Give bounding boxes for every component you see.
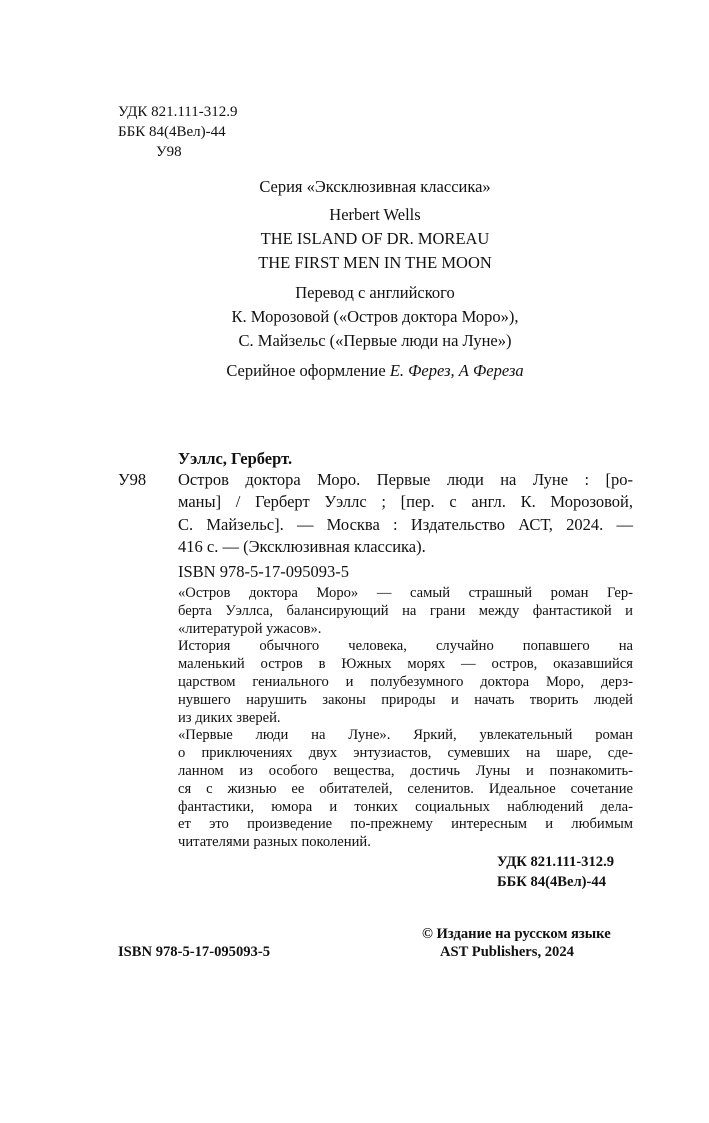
annotation-line: о приключениях двух энтузиастов, сумевших на шаре, сде- — [178, 745, 633, 762]
annotation — [178, 585, 633, 852]
annotation-line: «Первые люди на Луне». Яркий, увлекательный роман — [178, 727, 633, 744]
footer-isbn: ISBN 978-5-17-095093-5 — [118, 944, 271, 960]
annotation-line: История обычного человека, случайно попавшего на — [178, 638, 633, 655]
copyright-line2: AST Publishers, 2024 — [440, 944, 574, 960]
title-block — [130, 176, 620, 382]
design-names: Е. Ферез, А Фереза — [389, 361, 524, 380]
translation-line2: К. Морозовой («Остров доктора Моро»), — [231, 307, 519, 326]
annotation-line: «Остров доктора Моро» — самый страшный роман Гер- — [178, 585, 633, 601]
design-line — [130, 360, 620, 382]
series-line: Серия «Эксклюзивная классика» — [259, 177, 491, 196]
card-codes — [497, 852, 614, 892]
annotation-line: из диких зверей. — [178, 709, 281, 726]
annotation-line: ся с жизнью ее обитателей, селенитов. Идеальное сочетание — [178, 780, 633, 797]
annotation-line: «литературой ужасов». — [178, 620, 322, 637]
design-label: Серийное оформление — [226, 361, 390, 380]
annotation-line: царством гениального и полубезумного доктора Моро, дерз- — [178, 673, 633, 690]
annotation-line: фантастики, юмора и тонких социальных наблюдений дела- — [178, 798, 633, 815]
card-line: Остров доктора Моро. Первые люди на Луне : [ро- — [178, 470, 633, 489]
copyright-line1: © Издание на русском языке — [422, 926, 611, 942]
bbk-code-card: ББК 84(4Вел)-44 — [497, 874, 606, 890]
card-line: маны] / Герберт Уэллс ; [пер. с англ. К. Морозовой, — [178, 492, 633, 512]
udk-code-card: УДК 821.111-312.9 — [497, 854, 615, 870]
annotation-line: ет это произведение по-прежнему интересным и любимым — [178, 816, 633, 833]
annotation-line: читателями разных поколений. — [178, 834, 371, 851]
author-en: Herbert Wells — [329, 205, 421, 224]
annotation-line: нувшего нарушить законы природы и начать творить людей — [178, 691, 633, 708]
annotation-line: ланном из особого вещества, достичь Луны и познакомить- — [178, 762, 633, 779]
card-heading: Уэллс, Герберт. — [178, 449, 293, 468]
annotation-line: маленький остров в Южных морях — остров, оказавшийся — [178, 656, 633, 673]
annotation-line: берта Уэллса, балансирующий на грани между фантастикой и — [178, 602, 633, 619]
card-description — [178, 469, 633, 559]
translation-line3: С. Майзельс («Первые люди на Луне») — [238, 331, 512, 350]
bbk-code-top: ББК 84(4Вел)-44 — [118, 124, 226, 140]
title1-en: THE ISLAND OF DR. MOREAU — [260, 229, 490, 248]
title2-en: THE FIRST MEN IN THE MOON — [258, 253, 492, 272]
udk-code-top: УДК 821.111-312.9 — [118, 104, 238, 120]
card-author-mark: У98 — [118, 470, 147, 489]
card-line: 416 с. — (Эксклюзивная классика). — [178, 537, 426, 557]
card-line: С. Майзельс]. — Москва : Издательство АСТ, 2024. — — [178, 514, 633, 534]
author-mark-top: У98 — [156, 144, 182, 160]
card-isbn: ISBN 978-5-17-095093-5 — [178, 562, 349, 581]
translation-line1: Перевод с английского — [295, 283, 455, 302]
